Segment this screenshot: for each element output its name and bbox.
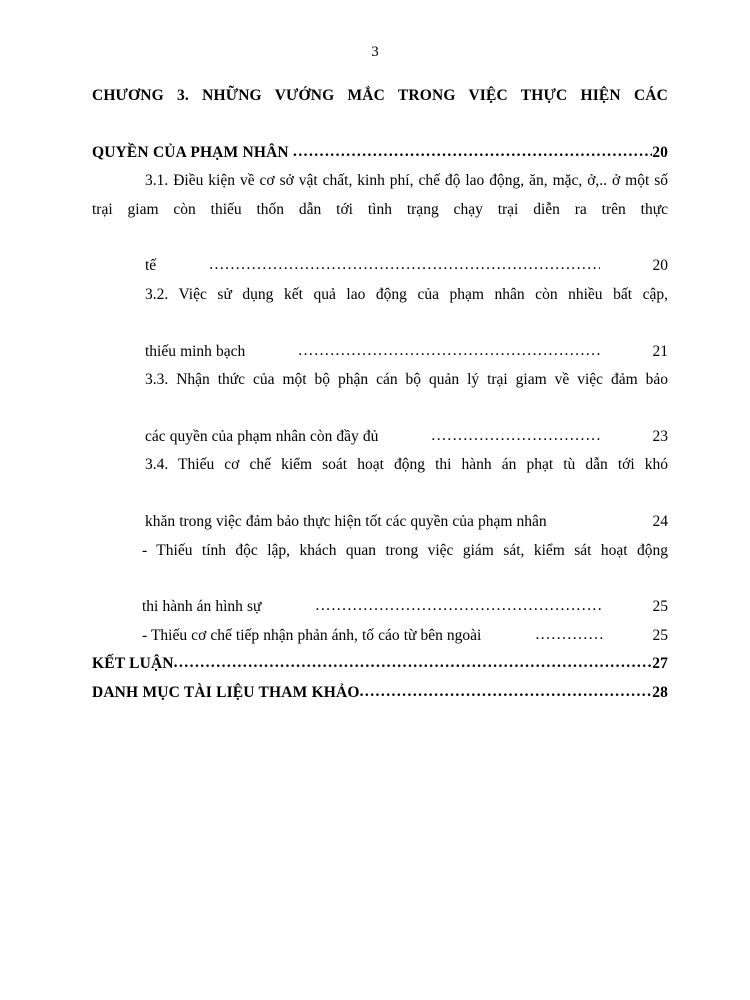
toc-entry-page-number: 25	[652, 598, 668, 616]
toc-entry[interactable]	[92, 622, 668, 650]
toc-entry-tail-text: DANH MỤC TÀI LIỆU THAM KHẢO	[92, 683, 360, 701]
dot-leader	[266, 592, 603, 620]
toc-entry[interactable]	[92, 537, 668, 622]
toc-entry-text: - Thiếu tính độc lập, khách quan trong việc giám sát, kiểm sát hoạt động	[142, 541, 668, 559]
toc-entry-tail-text: tế	[145, 257, 157, 275]
toc-entry-page-number: 23	[652, 427, 668, 445]
dot-leader	[485, 621, 602, 649]
toc-entry-tail-text: các quyền của phạm nhân còn đầy đủ	[145, 427, 379, 445]
toc-entry-tail	[92, 508, 668, 536]
toc-entry-page-number: 25	[652, 626, 668, 644]
dot-leader	[551, 507, 600, 535]
page-number: 3	[371, 44, 379, 60]
toc-entry-page-number: 28	[652, 683, 668, 701]
toc-entry-tail	[92, 338, 668, 366]
toc-entry-page-number: 27	[652, 655, 668, 673]
toc-entry-tail-text: thi hành án hình sự	[142, 598, 266, 616]
toc-entry-tail-text: - Thiếu cơ chế tiếp nhận phản ánh, tố cáo từ bên ngoài	[142, 626, 486, 644]
toc-entry-text: 3.3. Nhận thức của một bộ phận cán bộ quản lý trại giam về việc đảm bảo	[145, 371, 668, 389]
toc-entry-text: 3.1. Điều kiện về cơ sở vật chất, kinh phí, chế độ lao động, ăn, mặc, ở,.. ở một số trại giam còn thiếu thốn dẫn tới tình trạng chạy trại diễn ra trên thực	[92, 172, 668, 218]
toc-entry[interactable]	[92, 167, 668, 281]
toc-entry-tail-text: KẾT LUẬN	[92, 655, 174, 673]
dot-leader	[245, 337, 599, 365]
toc-entry-tail-text: khăn trong việc đảm bảo thực hiện tốt các quyền của phạm nhân	[145, 513, 551, 531]
toc-entry-tail	[92, 650, 668, 678]
toc-entry-tail	[92, 252, 668, 280]
toc-entry-tail-text: QUYỀN CỦA PHẠM NHÂN	[92, 143, 293, 161]
dot-leader	[156, 251, 599, 279]
toc-entry[interactable]	[92, 451, 668, 536]
toc-entry[interactable]	[92, 366, 668, 451]
dot-leader	[360, 678, 653, 706]
table-of-contents	[92, 82, 668, 707]
dot-leader	[293, 138, 652, 166]
toc-entry-tail	[92, 622, 668, 650]
toc-entry-text: 3.4. Thiếu cơ chế kiểm soát hoạt động thi hành án phạt tù dẫn tới khó	[145, 456, 668, 474]
toc-entry-tail	[92, 679, 668, 707]
toc-entry-tail	[92, 593, 668, 621]
toc-entry-text: CHƯƠNG 3. NHỮNG VƯỚNG MẮC TRONG VIỆC THỰC HIỆN CÁC	[92, 87, 668, 104]
dot-leader	[378, 422, 599, 450]
dot-leader	[174, 649, 653, 677]
toc-entry-tail	[92, 423, 668, 451]
toc-entry-page-number: 21	[652, 342, 668, 360]
toc-entry-tail	[92, 139, 668, 167]
toc-entry-text: 3.2. Việc sử dụng kết quả lao động của phạm nhân còn nhiều bất cập,	[145, 285, 668, 303]
toc-entry-page-number: 24	[652, 513, 668, 531]
toc-entry[interactable]	[92, 650, 668, 678]
toc-entry[interactable]	[92, 679, 668, 707]
toc-entry-tail-text: thiếu minh bạch	[145, 342, 246, 360]
toc-entry-page-number: 20	[652, 143, 668, 161]
toc-entry[interactable]	[92, 281, 668, 366]
toc-entry[interactable]	[92, 82, 668, 167]
toc-entry-page-number: 20	[652, 257, 668, 275]
